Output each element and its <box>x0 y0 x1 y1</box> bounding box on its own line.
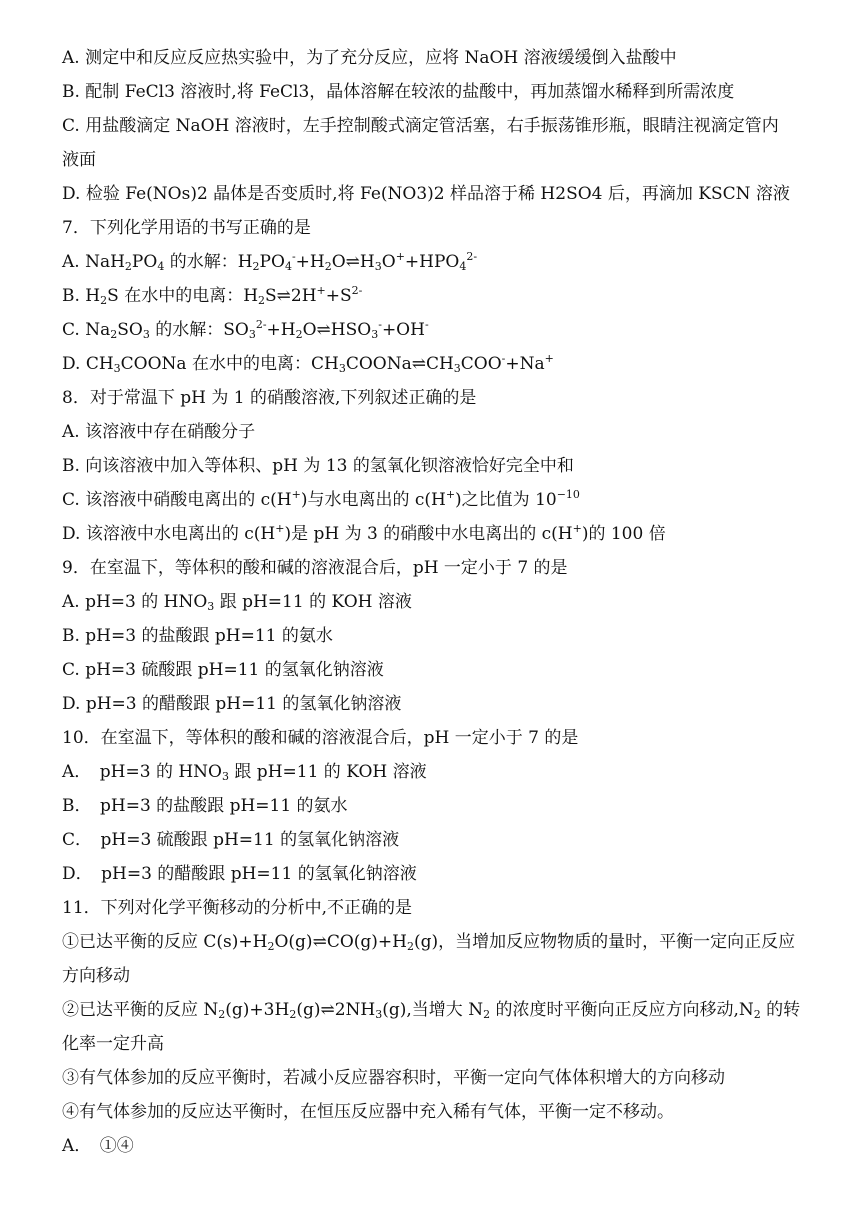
q6-option-b: B. 配制 FeCl3 溶液时,将 FeCl3，晶体溶解在较浓的盐酸中，再加蒸馏水稀释到所需浓度 <box>62 82 735 102</box>
q10-stem: 10．在室温下，等体积的酸和碱的溶液混合后，pH 一定小于 7 的是 <box>62 728 579 748</box>
q8-option-c: C. 该溶液中硝酸电离出的 c(H+)与水电离出的 c(H+)之比值为 $10^{-10}$ <box>62 488 580 510</box>
q9-option-a: A. pH=3 的 $HNO_3$ 跟 pH=11 的 KOH 溶液 <box>62 592 412 613</box>
q6-option-d: D. 检验 Fe(NOs)2 晶体是否变质时,将 Fe(NO3)2 样品溶于稀 H2SO4 后，再滴加 KSCN 溶液 <box>62 184 790 204</box>
q11-statement-2-line1: ②已达平衡的反应 $N_2(g)+3H_2(g)\rightleftharpoons 2NH_3(g)$,当增大 $N_2$ 的浓度时平衡向正反应方向移动$,N_2$ 的转 <box>62 1000 801 1021</box>
q9-stem: 9．在室温下，等体积的酸和碱的溶液混合后，pH 一定小于 7 的是 <box>62 558 568 578</box>
q9-option-d: D. pH=3 的醋酸跟 pH=11 的氢氧化钠溶液 <box>62 694 402 714</box>
q11-statement-1-line1: ①已达平衡的反应 $C(s)+H_2O(g)\rightleftharpoons CO(g)+H_2(g)$，当增加反应物物质的量时，平衡一定向正反应 <box>62 932 796 953</box>
q11-statement-3: ③有气体参加的反应平衡时，若减小反应器容积时，平衡一定向气体体积增大的方向移动 <box>62 1068 725 1088</box>
q6-option-a: A. 测定中和反应反应热实验中，为了充分反应，应将 NaOH 溶液缓缓倒入盐酸中 <box>62 48 677 68</box>
q6-option-c-line1: C. 用盐酸滴定 NaOH 溶液时，左手控制酸式滴定管活塞，右手振荡锥形瓶，眼睛注视滴定管内 <box>62 116 779 136</box>
q8-option-a: A. 该溶液中存在硝酸分子 <box>62 422 256 442</box>
q6-option-c-line2: 液面 <box>62 150 96 170</box>
q8-stem: 8．对于常温下 pH 为 1 的硝酸溶液,下列叙述正确的是 <box>62 388 477 408</box>
q7-option-d: D. $CH_3COONa$ 在水中的电离：$CH_3COONa\rightleftharpoons CH_3COO^-+Na^+$ <box>62 352 554 375</box>
q10-option-d: D． pH=3 的醋酸跟 pH=11 的氢氧化钠溶液 <box>62 864 417 884</box>
q10-option-c: C． pH=3 硫酸跟 pH=11 的氢氧化钠溶液 <box>62 830 400 850</box>
q8-option-b: B. 向该溶液中加入等体积、pH 为 13 的氢氧化钡溶液恰好完全中和 <box>62 456 574 476</box>
q7-stem: 7．下列化学用语的书写正确的是 <box>62 218 311 238</box>
q11-option-a: A． ①④ <box>62 1136 134 1156</box>
q10-option-a: A． pH=3 的 $HNO_3$ 跟 pH=11 的 KOH 溶液 <box>62 762 427 783</box>
q11-stem: 11．下列对化学平衡移动的分析中,不正确的是 <box>62 898 413 918</box>
q7-option-a: A. $NaH_2PO_4$ 的水解：$H_2PO_4^-+H_2O\rightleftharpoons H_3O^++HPO_4^{2-}$ <box>62 250 478 273</box>
q8-option-d: D. 该溶液中水电离出的 c(H+)是 pH 为 3 的硝酸中水电离出的 c(H+)的 100 倍 <box>62 522 666 544</box>
q10-option-b: B． pH=3 的盐酸跟 pH=11 的氨水 <box>62 796 348 816</box>
q9-option-b: B. pH=3 的盐酸跟 pH=11 的氨水 <box>62 626 333 646</box>
q9-option-c: C. pH=3 硫酸跟 pH=11 的氢氧化钠溶液 <box>62 660 384 680</box>
q11-statement-1-line2: 方向移动 <box>62 966 130 986</box>
q7-option-c: C. $Na_2SO_3$ 的水解：$SO_3^{2-}+H_2O\rightleftharpoons HSO_3^-+OH^-$ <box>62 318 429 341</box>
q11-statement-4: ④有气体参加的反应达平衡时，在恒压反应器中充入稀有气体，平衡一定不移动。 <box>62 1102 674 1122</box>
q11-statement-2-line2: 化率一定升高 <box>62 1034 164 1054</box>
q7-option-b: B. $H_2S$ 在水中的电离：$H_2S\rightleftharpoons 2H^++S^{2-}$ <box>62 284 363 307</box>
